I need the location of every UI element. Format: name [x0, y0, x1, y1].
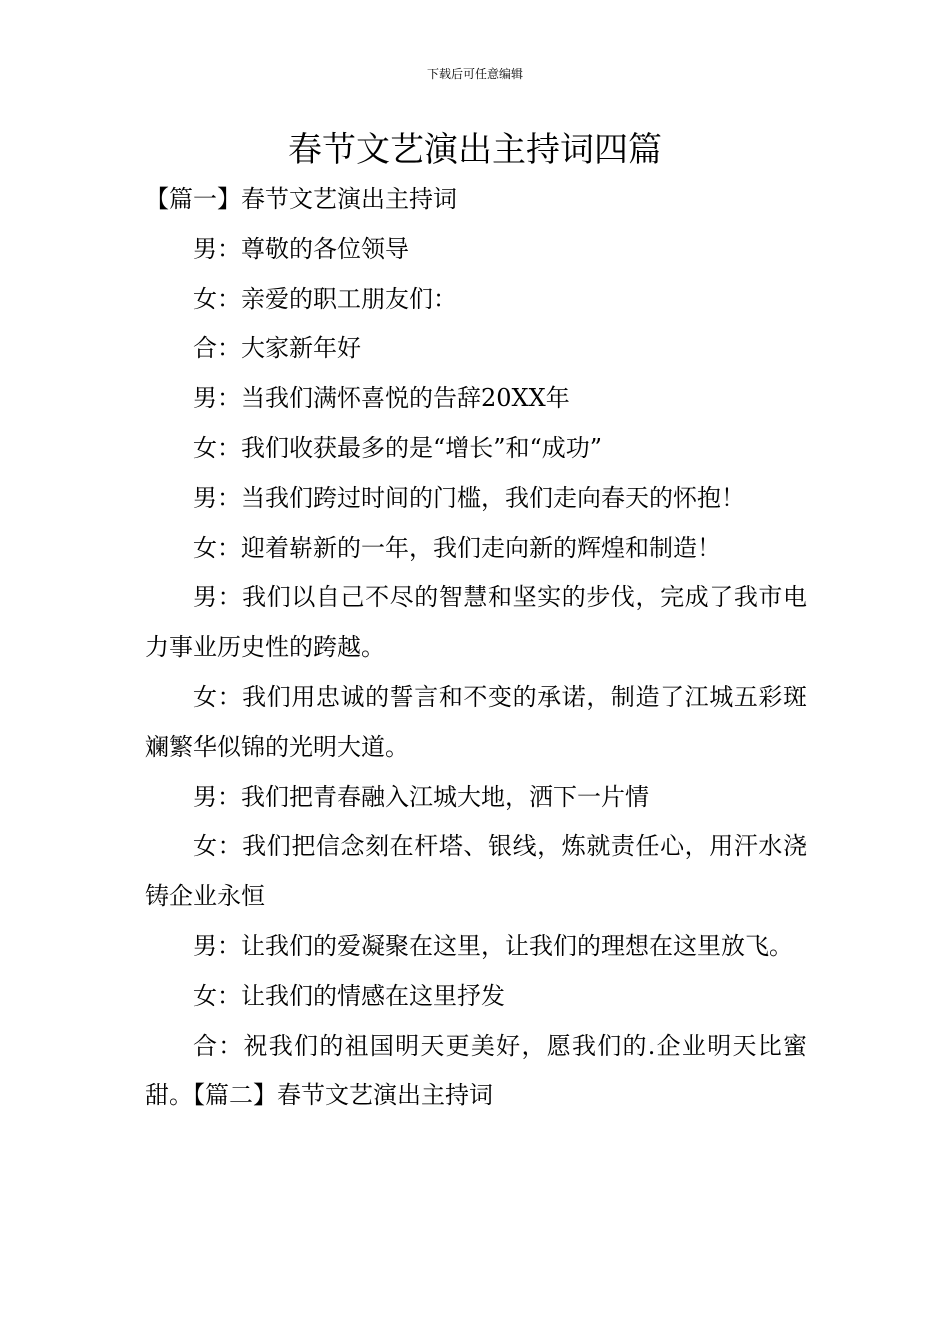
document-body [145, 175, 807, 1121]
dialogue-line: 女：我们收获最多的是“增长”和“成功” [193, 433, 603, 462]
dialogue-line: 合：祝我们的祖国明天更美好，愿我们的.企业明天比蜜甜。【篇二】春节文艺演出主持词 [145, 1031, 807, 1110]
dialogue-line: 男：我们以自己不尽的智慧和坚实的步伐，完成了我市电力事业历史性的跨越。 [145, 583, 807, 662]
dialogue-line: 女：迎着崭新的一年，我们走向新的辉煌和制造！ [193, 533, 721, 562]
dialogue-line: 合：大家新年好 [193, 334, 361, 363]
dialogue-line: 男：当我们跨过时间的门槛，我们走向春天的怀抱！ [193, 483, 745, 512]
section-heading: 【篇一】春节文艺演出主持词 [145, 185, 457, 213]
document-title: 春节文艺演出主持词四篇 [288, 130, 662, 170]
dialogue-line: 男：尊敬的各位领导 [193, 234, 409, 263]
dialogue-line: 女：亲爱的职工朋友们： [193, 284, 457, 313]
dialogue-line: 女：我们用忠诚的誓言和不变的承诺，制造了江城五彩斑斓繁华似锦的光明大道。 [145, 682, 807, 761]
dialogue-line: 男：当我们满怀喜悦的告辞20XX年 [193, 384, 570, 413]
dialogue-line: 女：让我们的情感在这里抒发 [193, 981, 505, 1010]
dialogue-line: 女：我们把信念刻在杆塔、银线，炼就责任心，用汗水浇铸企业永恒 [145, 832, 807, 911]
dialogue-line: 男：让我们的爱凝聚在这里，让我们的理想在这里放飞。 [193, 931, 793, 960]
header-note: 下载后可任意编辑 [426, 67, 523, 81]
dialogue-line: 男：我们把青春融入江城大地，洒下一片情 [193, 782, 649, 811]
